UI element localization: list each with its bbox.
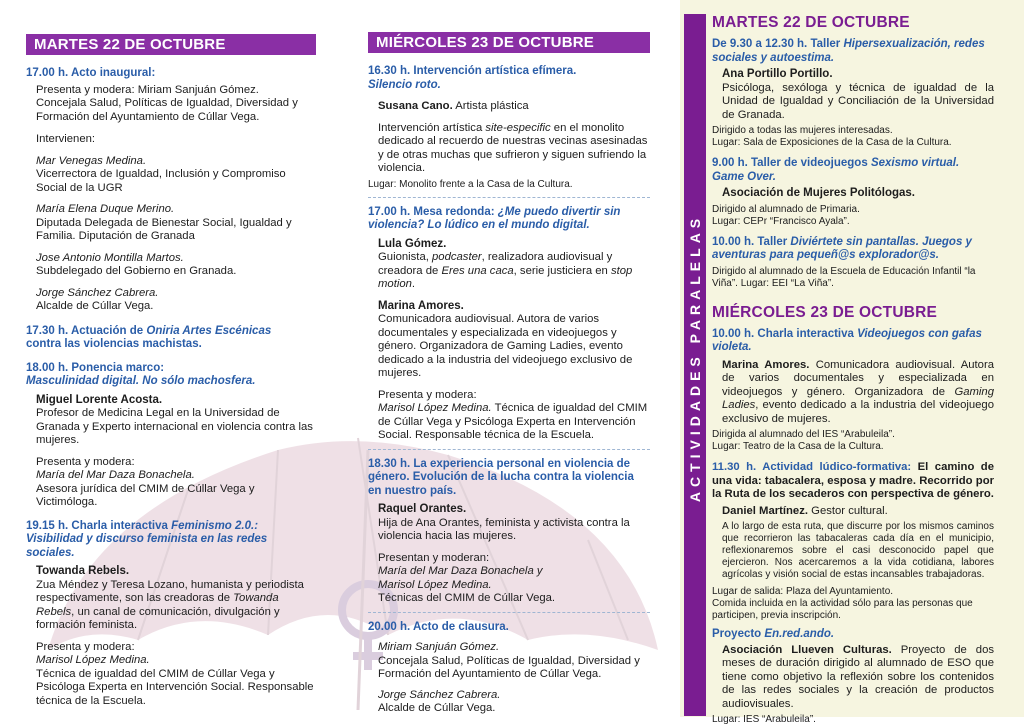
speaker-name: Miguel Lorente Acosta. xyxy=(36,393,163,406)
event-title: 17.30 h. Actuación de Oniria Artes Escénicas contra las violencias machistas. xyxy=(26,324,272,350)
day-header: MARTES 22 DE OCTUBRE xyxy=(712,14,910,31)
event-description: Intervención artística site-especific en el monolito dedicado al recuerdo de nuestras vecinas asesinadas y de otras muchas que sufrieron y siguen sufriendo la violencia. xyxy=(378,121,648,174)
speaker-name: Miriam Sanjuán Gómez. xyxy=(378,641,500,653)
event-round-table xyxy=(368,206,650,443)
speaker-role: Guionista, podcaster, realizadora audiovisual y creadora de Eres una caca, serie justiciera en stop motion. xyxy=(378,251,633,290)
moderator-role: Técnica de igualdad del CMIM de Cúllar Vega y Psicóloga Experta en Intervención Social. Responsable técnica de la Escuela. xyxy=(36,667,314,707)
activity-route xyxy=(712,461,994,622)
event-title: 17.00 h. Acto inaugural: xyxy=(26,67,156,79)
speaker-role: Alcalde de Cúllar Vega. xyxy=(36,300,154,312)
activity-place: Lugar: Sala de Exposiciones de la Casa de la Cultura. xyxy=(712,137,952,148)
activity-hypersexualization xyxy=(712,38,994,149)
moderator-line: Marisol López Medina. Técnica de igualdad del CMIM de Cúllar Vega y Psicóloga Experta en Intervención Social. Responsable técnica de la Escuela. xyxy=(378,402,648,441)
moderator-name: Marisol López Medina. xyxy=(378,578,492,591)
activity-project xyxy=(712,628,994,726)
moderator-label: Presenta y modera: xyxy=(378,388,477,401)
speaker-name: Jorge Sánchez Cabrera. xyxy=(378,688,501,701)
moderator-role: Concejala Salud, Políticas de Igualdad, Diversidad y Formación del Ayuntamiento de Cúllar Vega. xyxy=(36,97,298,123)
event-title: 17.00 h. Mesa redonda: ¿Me puedo divertir sin violencia? Lo lúdico en el mundo digital. xyxy=(368,205,621,231)
activity-title: Proyecto En.red.ando. xyxy=(712,628,835,640)
speaker-line: Marina Amores. Comunicadora audiovisual. Autora de varios documentales y especializada en videojuegos y género. Organizadora de Gaming Ladies, evento dedicado a la industria del videojuego exclusivo de mujeres. xyxy=(722,358,994,425)
event-title: 18.30 h. La experiencia personal en violencia de género. Evolución de la lucha contra la violencia en nuestro país. xyxy=(368,457,634,497)
speaker-role: Zua Méndez y Teresa Lozano, humanista y periodista respectivamente, son las creadoras de Towanda Rebels, un canal de comunicación, divulgación y formación feminista. xyxy=(36,578,304,631)
moderator-label: Presenta y modera: xyxy=(36,640,135,653)
event-title: 19.15 h. Charla interactiva Feminismo 2.0.: Visibilidad y discurso feminista en las redes sociales. xyxy=(26,519,268,559)
speaker-name: Jorge Sánchez Cabrera. xyxy=(36,286,159,299)
activity-videogames xyxy=(712,157,994,228)
speaker-name: Marina Amores. xyxy=(378,299,464,312)
event-place: Lugar: Monolito frente a la Casa de la Cultura. xyxy=(368,178,573,190)
activity-place: Lugar: Teatro de la Casa de la Cultura. xyxy=(712,441,884,452)
speaker-role: Profesor de Medicina Legal en la Universidad de Granada y Experto internacional en violencia contra las mujeres. xyxy=(36,407,313,446)
column-wednesday xyxy=(368,32,650,716)
column-parallel xyxy=(712,14,994,726)
speaker-role: Diputada Delegada de Bienestar Social, Igualdad y Familia. Diputación de Granada xyxy=(36,216,292,242)
moderator-label: Presenta y modera: xyxy=(36,455,135,468)
event-title: 16.30 h. Intervención artística efímera. Silencio roto. xyxy=(368,65,577,91)
activity-title: 9.00 h. Taller de videojuegos Sexismo virtual. Game Over. xyxy=(712,157,960,183)
activity-title: 10.00 h. Charla interactiva Videojuegos con gafas violeta. xyxy=(712,327,982,353)
speaker-name: Raquel Orantes. xyxy=(378,503,467,515)
moderator-name: Marisol López Medina. xyxy=(36,654,150,666)
event-oniria xyxy=(26,325,316,352)
activity-audience: Dirigido al alumnado de Primaria. xyxy=(712,203,860,215)
activity-start: Lugar de salida: Plaza del Ayuntamiento. xyxy=(712,586,894,597)
speaker-role: Vicerrectora de Igualdad, Inclusión y Compromiso Social de la UGR xyxy=(36,168,286,194)
event-closing xyxy=(368,621,650,716)
speaker-role: Subdelegado del Gobierno en Granada. xyxy=(36,265,237,277)
activity-title: 10.00 h. Taller Diviértete sin pantallas. Juegos y aventuras para pequeñ@s explorador@s. xyxy=(712,235,972,261)
activity-title: 11.30 h. Actividad lúdico-formativa: El camino de una vida: tabacalera, esposa y madre. Recorrido por la Ruta de los secaderos con perspectiva de género. xyxy=(712,461,994,500)
divider xyxy=(368,197,650,198)
speaker-name: Mar Venegas Medina. xyxy=(36,154,147,167)
activity-audience: Dirigida al alumnado del IES “Arabuleila”. xyxy=(712,429,895,440)
speaker-name: Asociación de Mujeres Politólogas. xyxy=(722,187,915,199)
event-inauguration xyxy=(26,67,316,314)
activity-no-screens xyxy=(712,236,994,290)
moderator-role: Asesora jurídica del CMIM de Cúllar Vega y Victimóloga. xyxy=(36,482,255,508)
day-header: MIÉRCOLES 23 DE OCTUBRE xyxy=(712,303,938,321)
activity-note: Comida incluida en la actividad sólo para las personas que participen, previa inscripción. xyxy=(712,598,973,621)
activity-place: Lugar: IES “Arabuleila”. xyxy=(712,714,816,725)
event-title: 18.00 h. Ponencia marco: Masculinidad digital. No sólo machosfera. xyxy=(26,361,256,387)
speakers-label: Intervienen: xyxy=(36,133,96,145)
speaker-name: María Elena Duque Merino. xyxy=(36,203,175,215)
speaker-role: Comunicadora audiovisual. Autora de varios documentales y especializada en videojuegos y género. Organizadora de Gaming Ladies, evento dedicado a la industria del videojuego exclusivo de mujeres. xyxy=(378,313,633,379)
speaker-name: Ana Portillo Portillo. xyxy=(722,68,833,80)
event-experience xyxy=(368,458,650,606)
event-title: 20.00 h. Acto de clausura. xyxy=(368,620,509,633)
vertical-banner-label: ACTIVIDADES PARALELAS xyxy=(687,213,703,503)
speaker-name: Towanda Rebels. xyxy=(36,565,130,577)
activity-place: Lugar: CEPr “Francisco Ayala”. xyxy=(712,215,850,227)
speaker-line: Daniel Martínez. Gestor cultural. xyxy=(722,504,888,517)
moderator-name: María del Mar Daza Bonachela. xyxy=(36,469,195,481)
speaker-line: Susana Cano. Artista plástica xyxy=(378,100,529,112)
event-keynote xyxy=(26,362,316,510)
divider xyxy=(368,449,650,450)
speaker-role: Alcalde de Cúllar Vega. xyxy=(378,702,496,714)
speaker-name: Lula Gómez. xyxy=(378,237,447,250)
divider xyxy=(368,612,650,613)
day-header: MARTES 22 DE OCTUBRE xyxy=(26,34,316,55)
activity-description: A lo largo de esta ruta, que discurre por los mismos caminos que recorrieron las tabacaleras cada día en el municipio, reflexionaremos sobre el casi desconocido papel que ejercieron. Nos acercaremos a la vida cotidiana, labores agrícolas y visión social de estas incansables trabajadoras. xyxy=(722,521,994,580)
speaker-role: Psicóloga, sexóloga y técnica de igualdad de la Unidad de Igualdad y Conciliación de la Universidad de Granada. xyxy=(722,81,994,121)
speaker-role: Concejala Salud, Políticas de Igualdad, Diversidad y Formación del Ayuntamiento de Cúllar Vega. xyxy=(378,654,640,680)
speaker-role: Hija de Ana Orantes, feminista y activista contra la violencia hacia las mujeres. xyxy=(378,516,630,542)
project-description: Asociación Llueven Culturas. Proyecto de dos meses de duración dirigido al alumnado de ESO que tiene como objetivo la reflexión sobre los contenidos de las redes sociales y la creación de productos audiovisuales. xyxy=(722,643,994,710)
day-header: MIÉRCOLES 23 DE OCTUBRE xyxy=(368,32,650,53)
activity-audience: Dirigido a todas las mujeres interesadas. xyxy=(712,125,893,136)
moderator-line: Presenta y modera: Miriam Sanjuán Gómez. xyxy=(36,83,259,96)
moderator-name: María del Mar Daza Bonachela y xyxy=(378,565,543,577)
speaker-name: Jose Antonio Montilla Martos. xyxy=(36,251,184,264)
activity-title: De 9.30 a 12.30 h. Taller Hipersexualización, redes sociales y autoestima. xyxy=(712,38,985,64)
event-feminism xyxy=(26,520,316,709)
column-tuesday xyxy=(26,34,316,708)
moderator-role: Técnicas del CMIM de Cúllar Vega. xyxy=(378,592,556,604)
activity-audience-place: Dirigido al alumnado de la Escuela de Educación Infantil “la Viña”. Lugar: EEI “La Viña”. xyxy=(712,265,976,289)
activity-violet-glasses xyxy=(712,328,994,454)
event-silencio-roto xyxy=(368,65,650,191)
moderator-label: Presentan y moderan: xyxy=(378,551,490,564)
